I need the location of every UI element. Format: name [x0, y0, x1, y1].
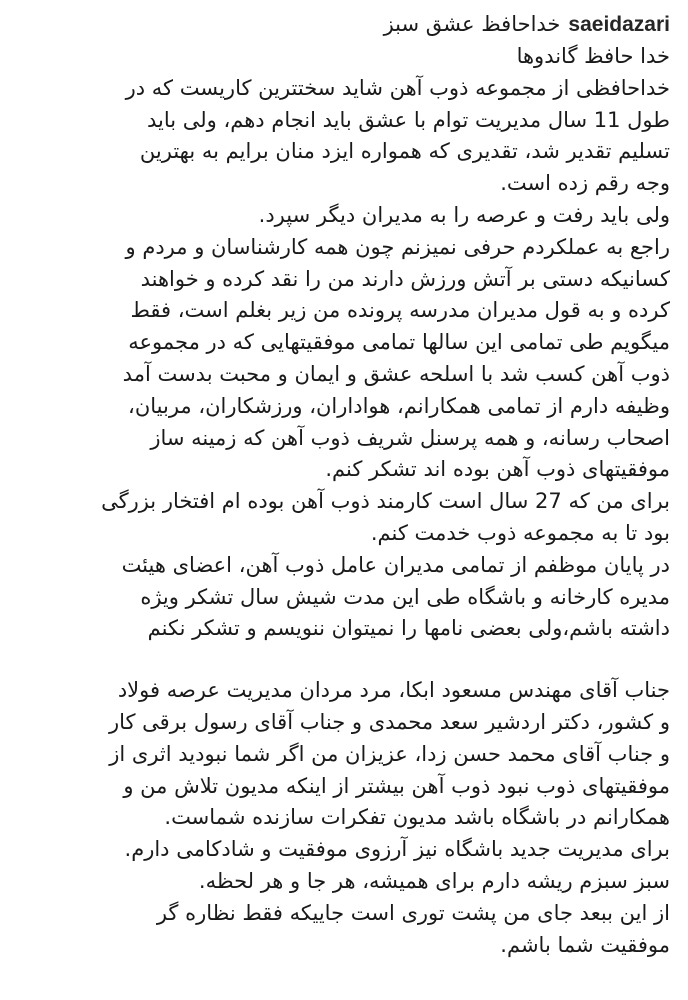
caption-line: داشته باشم،ولی بعضی نامها را نمیتوان ننویسم و تشکر نکنم	[147, 616, 670, 641]
caption-line: طول 11 سال مدیریت توام با عشق باید انجام دهم، ولی باید	[146, 107, 670, 132]
caption-subheading: خدا حافظ گاندوها	[516, 44, 670, 68]
caption-line: بود تا به مجموعه ذوب خدمت کنم.	[370, 520, 670, 545]
caption-line: مدیره کارخانه و باشگاه طی این مدت شیش سال تشکر ویژه	[140, 584, 670, 609]
caption-line: میگویم طی تمامی این سالها تمامی موفقیتهایی که در مجموعه	[128, 330, 670, 355]
caption-line: و جناب آقای محمد حسن زدا، عزیزان من اگر شما نبودید اثری از	[109, 741, 670, 766]
caption-line: جناب آقای مهندس مسعود ابکا، مرد مردان مدیریت عرصه فولاد	[117, 678, 670, 703]
caption-line: وظیفه دارم از تمامی همکارانم، هواداران، ورزشکاران، مربیان،	[128, 393, 670, 418]
caption-line: موفقیت شما باشم.	[500, 932, 670, 957]
paragraph-spacer	[20, 645, 670, 675]
caption-line: وجه رقم زده است.	[500, 171, 670, 196]
caption-line: موفقیتهای ذوب نبود ذوب آهن بیشتر از اینکه مدیون تلاش من و	[123, 773, 670, 798]
caption-line: خداحافظی از مجموعه ذوب آهن شاید سختترین کاریست که در	[125, 75, 670, 100]
caption-line: همکارانم در باشگاه باشد مدیون تفکرات سازنده شماست.	[164, 805, 670, 830]
caption-line: تسلیم تقدیر شد، تقدیری که همواره ایزد منان برایم به بهترین	[139, 139, 670, 164]
username[interactable]: saeidazari	[568, 13, 670, 36]
caption-line: از این ببعد جای من پشت توری است جاییکه فقط نظاره گر	[156, 900, 670, 925]
caption-header	[20, 8, 670, 41]
caption-line: و کشور، دکتر اردشیر سعد محمدی و جناب آقای رسول برقی کار	[108, 709, 670, 734]
caption-line: کرده و به قول مدیران مدرسه پرونده من زیر بغلم است، فقط	[130, 298, 670, 323]
caption-line: اصحاب رسانه، و همه پرسنل شریف ذوب آهن که زمینه ساز	[150, 425, 670, 450]
caption-line: سبز سبزم ریشه دارم برای همیشه، هر جا و هر لحظه.	[198, 868, 670, 893]
caption-line: ذوب آهن کسب شد با اسلحه عشق و ایمان و محبت بدست آمد	[122, 361, 670, 386]
caption-line: موفقیتهای ذوب آهن بوده اند تشکر کنم.	[325, 457, 670, 482]
caption-line: کسانیکه دستی بر آتش ورزش دارند من را نقد کرده و خواهند	[140, 266, 670, 291]
caption-line: در پایان موظفم از تمامی مدیران عامل ذوب آهن، اعضای هیئت	[121, 552, 670, 577]
caption-title: خداحافظ عشق سبز	[383, 12, 561, 36]
caption-line: برای من که 27 سال است کارمند ذوب آهن بوده ام افتخار بزرگی	[101, 489, 670, 514]
caption-line: ولی باید رفت و عرصه را به مدیران دیگر سپرد.	[258, 202, 670, 227]
caption-line: برای مدیریت جدید باشگاه نیز آرزوی موفقیت و شادکامی دارم.	[124, 837, 670, 862]
caption-line: راجع به عملکردم حرفی نمیزنم چون همه کارشناسان و مردم و	[125, 234, 670, 259]
